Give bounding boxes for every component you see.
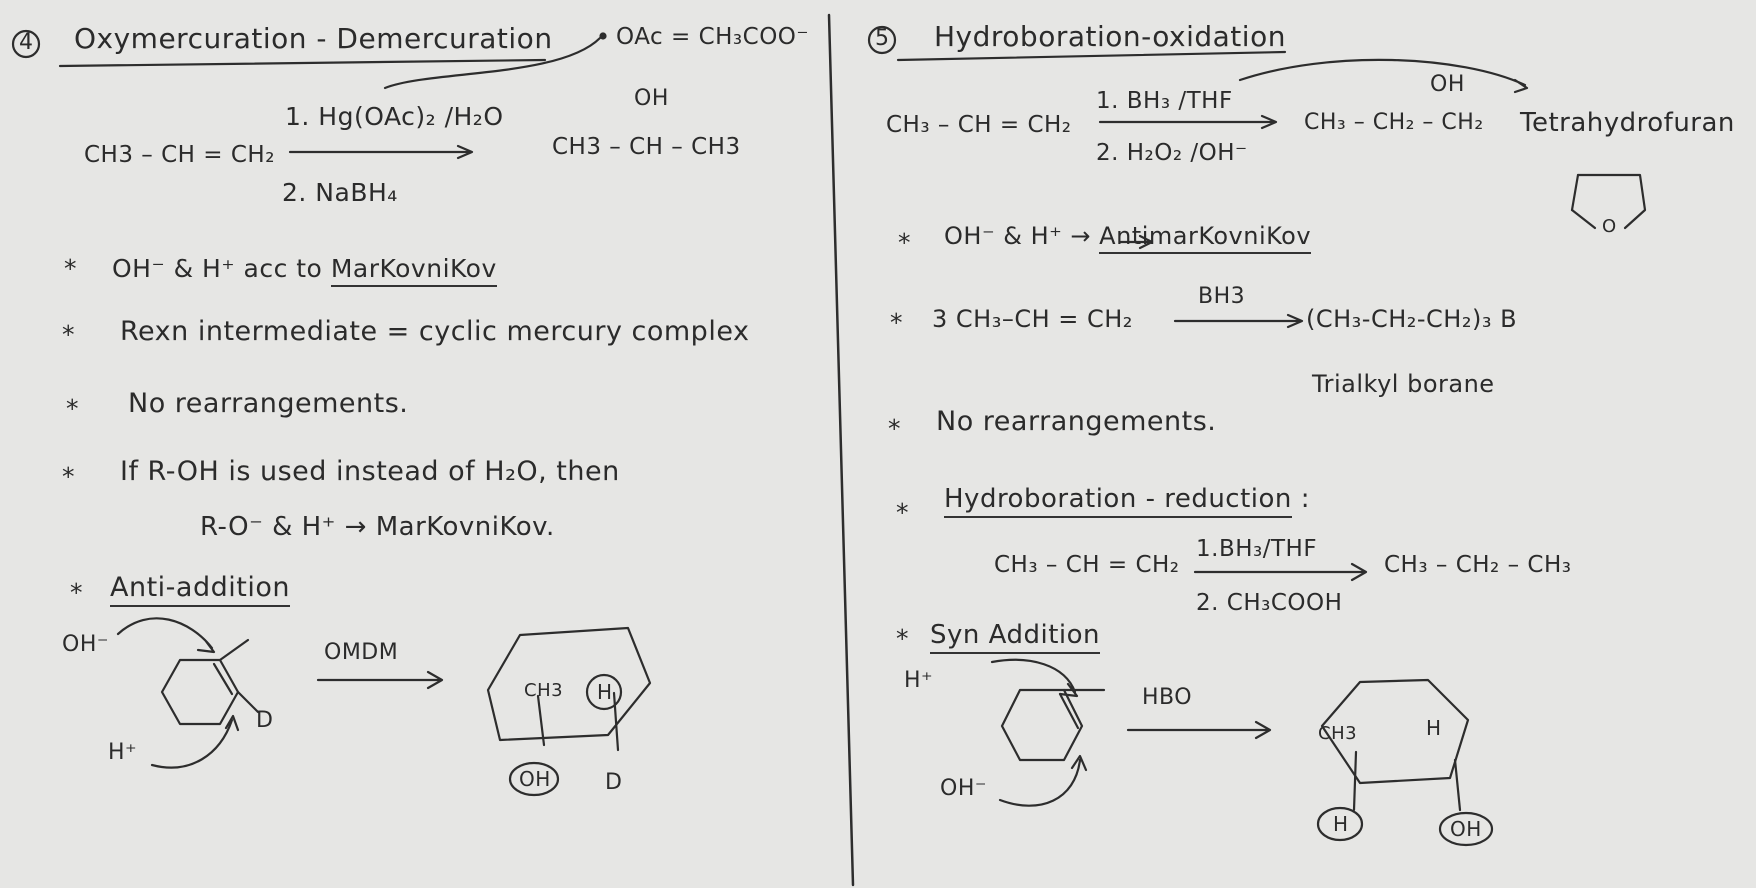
section-number-5: 5 bbox=[875, 26, 890, 51]
anti-ch3: CH3 bbox=[524, 680, 564, 701]
reduction-reagent-1: 1.BH₃/THF bbox=[1196, 536, 1318, 562]
left-bullet-5: R-O⁻ & H⁺ → MarKovniKov. bbox=[200, 512, 555, 542]
right-bullet-1-pre: OH⁻ & H⁺ → bbox=[944, 222, 1100, 250]
syn-arrow-label: HBO bbox=[1142, 685, 1193, 710]
left-title: Oxymercuration - Demercuration bbox=[74, 22, 553, 55]
anti-h: H⁺ bbox=[108, 740, 138, 765]
left-product: CH3 – CH – CH3 bbox=[552, 134, 741, 160]
syn-ch3: CH3 bbox=[1318, 723, 1358, 744]
reduction-product: CH₃ – CH₂ – CH₃ bbox=[1384, 552, 1572, 578]
title-underline-right bbox=[898, 52, 1285, 60]
anti-oh-circ: OH bbox=[519, 767, 551, 791]
arrow-omdm bbox=[318, 672, 442, 688]
anti-oh: OH⁻ bbox=[62, 632, 109, 657]
arrow-hbo bbox=[1128, 722, 1270, 738]
anti-h-circ: H bbox=[597, 680, 613, 704]
reduction-reagent-2: 2. CH₃COOH bbox=[1196, 590, 1343, 616]
left-reactant: CH3 – CH = CH₂ bbox=[84, 142, 275, 168]
arrow-reaction-2 bbox=[1100, 116, 1276, 128]
right-title: Hydroboration-oxidation bbox=[934, 20, 1286, 53]
anti-title-text: Anti-addition bbox=[110, 572, 290, 607]
arrow-reaction-1 bbox=[290, 146, 472, 158]
title-underline-left bbox=[60, 60, 545, 66]
left-bullet-star-4: * bbox=[62, 462, 75, 491]
right-bullet-2: 3 CH₃–CH = CH₂ bbox=[932, 305, 1133, 333]
right-bullet-star-4: * bbox=[896, 498, 909, 527]
section-number-4: 4 bbox=[19, 30, 34, 55]
right-bullet-1 bbox=[944, 222, 1311, 250]
right-bullet-star-1: * bbox=[898, 228, 911, 257]
reduction-reactant: CH₃ – CH = CH₂ bbox=[994, 552, 1180, 578]
anti-title bbox=[110, 572, 290, 603]
syn-title-text: Syn Addition bbox=[930, 620, 1100, 654]
chair-left bbox=[488, 628, 650, 740]
right-bh3-label: BH3 bbox=[1198, 284, 1246, 309]
right-bullet-4 bbox=[944, 484, 1310, 514]
column-divider bbox=[829, 15, 853, 885]
right-reagent-1: 1. BH₃ /THF bbox=[1096, 88, 1233, 114]
right-bullet-4-u: Hydroboration - reduction bbox=[944, 484, 1292, 518]
left-bullet-star-3: * bbox=[66, 394, 79, 423]
left-product-oh: OH bbox=[634, 86, 669, 111]
left-bullet-1-pre: OH⁻ & H⁺ acc to bbox=[112, 254, 331, 283]
anti-d: D bbox=[256, 708, 274, 733]
left-reagent-1: 1. Hg(OAc)₂ /H₂O bbox=[285, 102, 504, 131]
right-reactant: CH₃ – CH = CH₂ bbox=[886, 112, 1072, 138]
syn-oh-circ: OH bbox=[1450, 817, 1482, 841]
left-bullet-4: If R-OH is used instead of H₂O, then bbox=[120, 456, 620, 487]
left-bullet-star-2: * bbox=[62, 320, 75, 349]
anti-d2: D bbox=[605, 770, 623, 795]
left-bullet-1 bbox=[112, 254, 497, 283]
right-product-oh: OH bbox=[1430, 72, 1465, 97]
right-product: CH₃ – CH₂ – CH₂ bbox=[1304, 110, 1484, 135]
syn-oh: OH⁻ bbox=[940, 776, 987, 801]
anti-star: * bbox=[70, 578, 83, 607]
left-reagent-2: 2. NaBH₄ bbox=[282, 178, 398, 207]
thf-o: O bbox=[1602, 216, 1617, 237]
right-bullet-star-2: * bbox=[890, 308, 903, 337]
thf-label: Tetrahydrofuran bbox=[1520, 108, 1735, 138]
arrow-reduction bbox=[1195, 564, 1366, 580]
right-trialkyl-product: (CH₃-CH₂-CH₂)₃ B bbox=[1306, 305, 1518, 333]
arrow-bh3 bbox=[1175, 315, 1302, 327]
syn-h: H⁺ bbox=[904, 668, 934, 693]
cyclohexene-left bbox=[162, 660, 238, 724]
cyclohexene-right bbox=[1002, 690, 1082, 760]
right-bullet-1-u: AntimarKovniKov bbox=[1099, 222, 1311, 254]
anti-arrow-label: OMDM bbox=[324, 640, 399, 665]
right-bullet-star-3: * bbox=[888, 414, 901, 443]
syn-star: * bbox=[896, 624, 909, 653]
syn-title bbox=[930, 620, 1100, 650]
right-bullet-4-colon: : bbox=[1300, 484, 1310, 514]
thf-curve bbox=[1240, 60, 1527, 92]
left-bullet-3: No rearrangements. bbox=[128, 388, 409, 419]
left-bullet-star-1: * bbox=[64, 254, 77, 283]
oac-definition: OAc = CH₃COO⁻ bbox=[616, 24, 810, 50]
trialkyl-borane-note: Trialkyl borane bbox=[1312, 370, 1495, 398]
right-bullet-3: No rearrangements. bbox=[936, 406, 1217, 437]
syn-h-circ: H bbox=[1333, 812, 1349, 836]
right-reagent-2: 2. H₂O₂ /OH⁻ bbox=[1096, 140, 1248, 166]
left-bullet-1-u: MarKovniKov bbox=[331, 254, 497, 287]
left-bullet-2: Rexn intermediate = cyclic mercury complex bbox=[120, 316, 750, 347]
syn-h-top: H bbox=[1426, 716, 1442, 740]
